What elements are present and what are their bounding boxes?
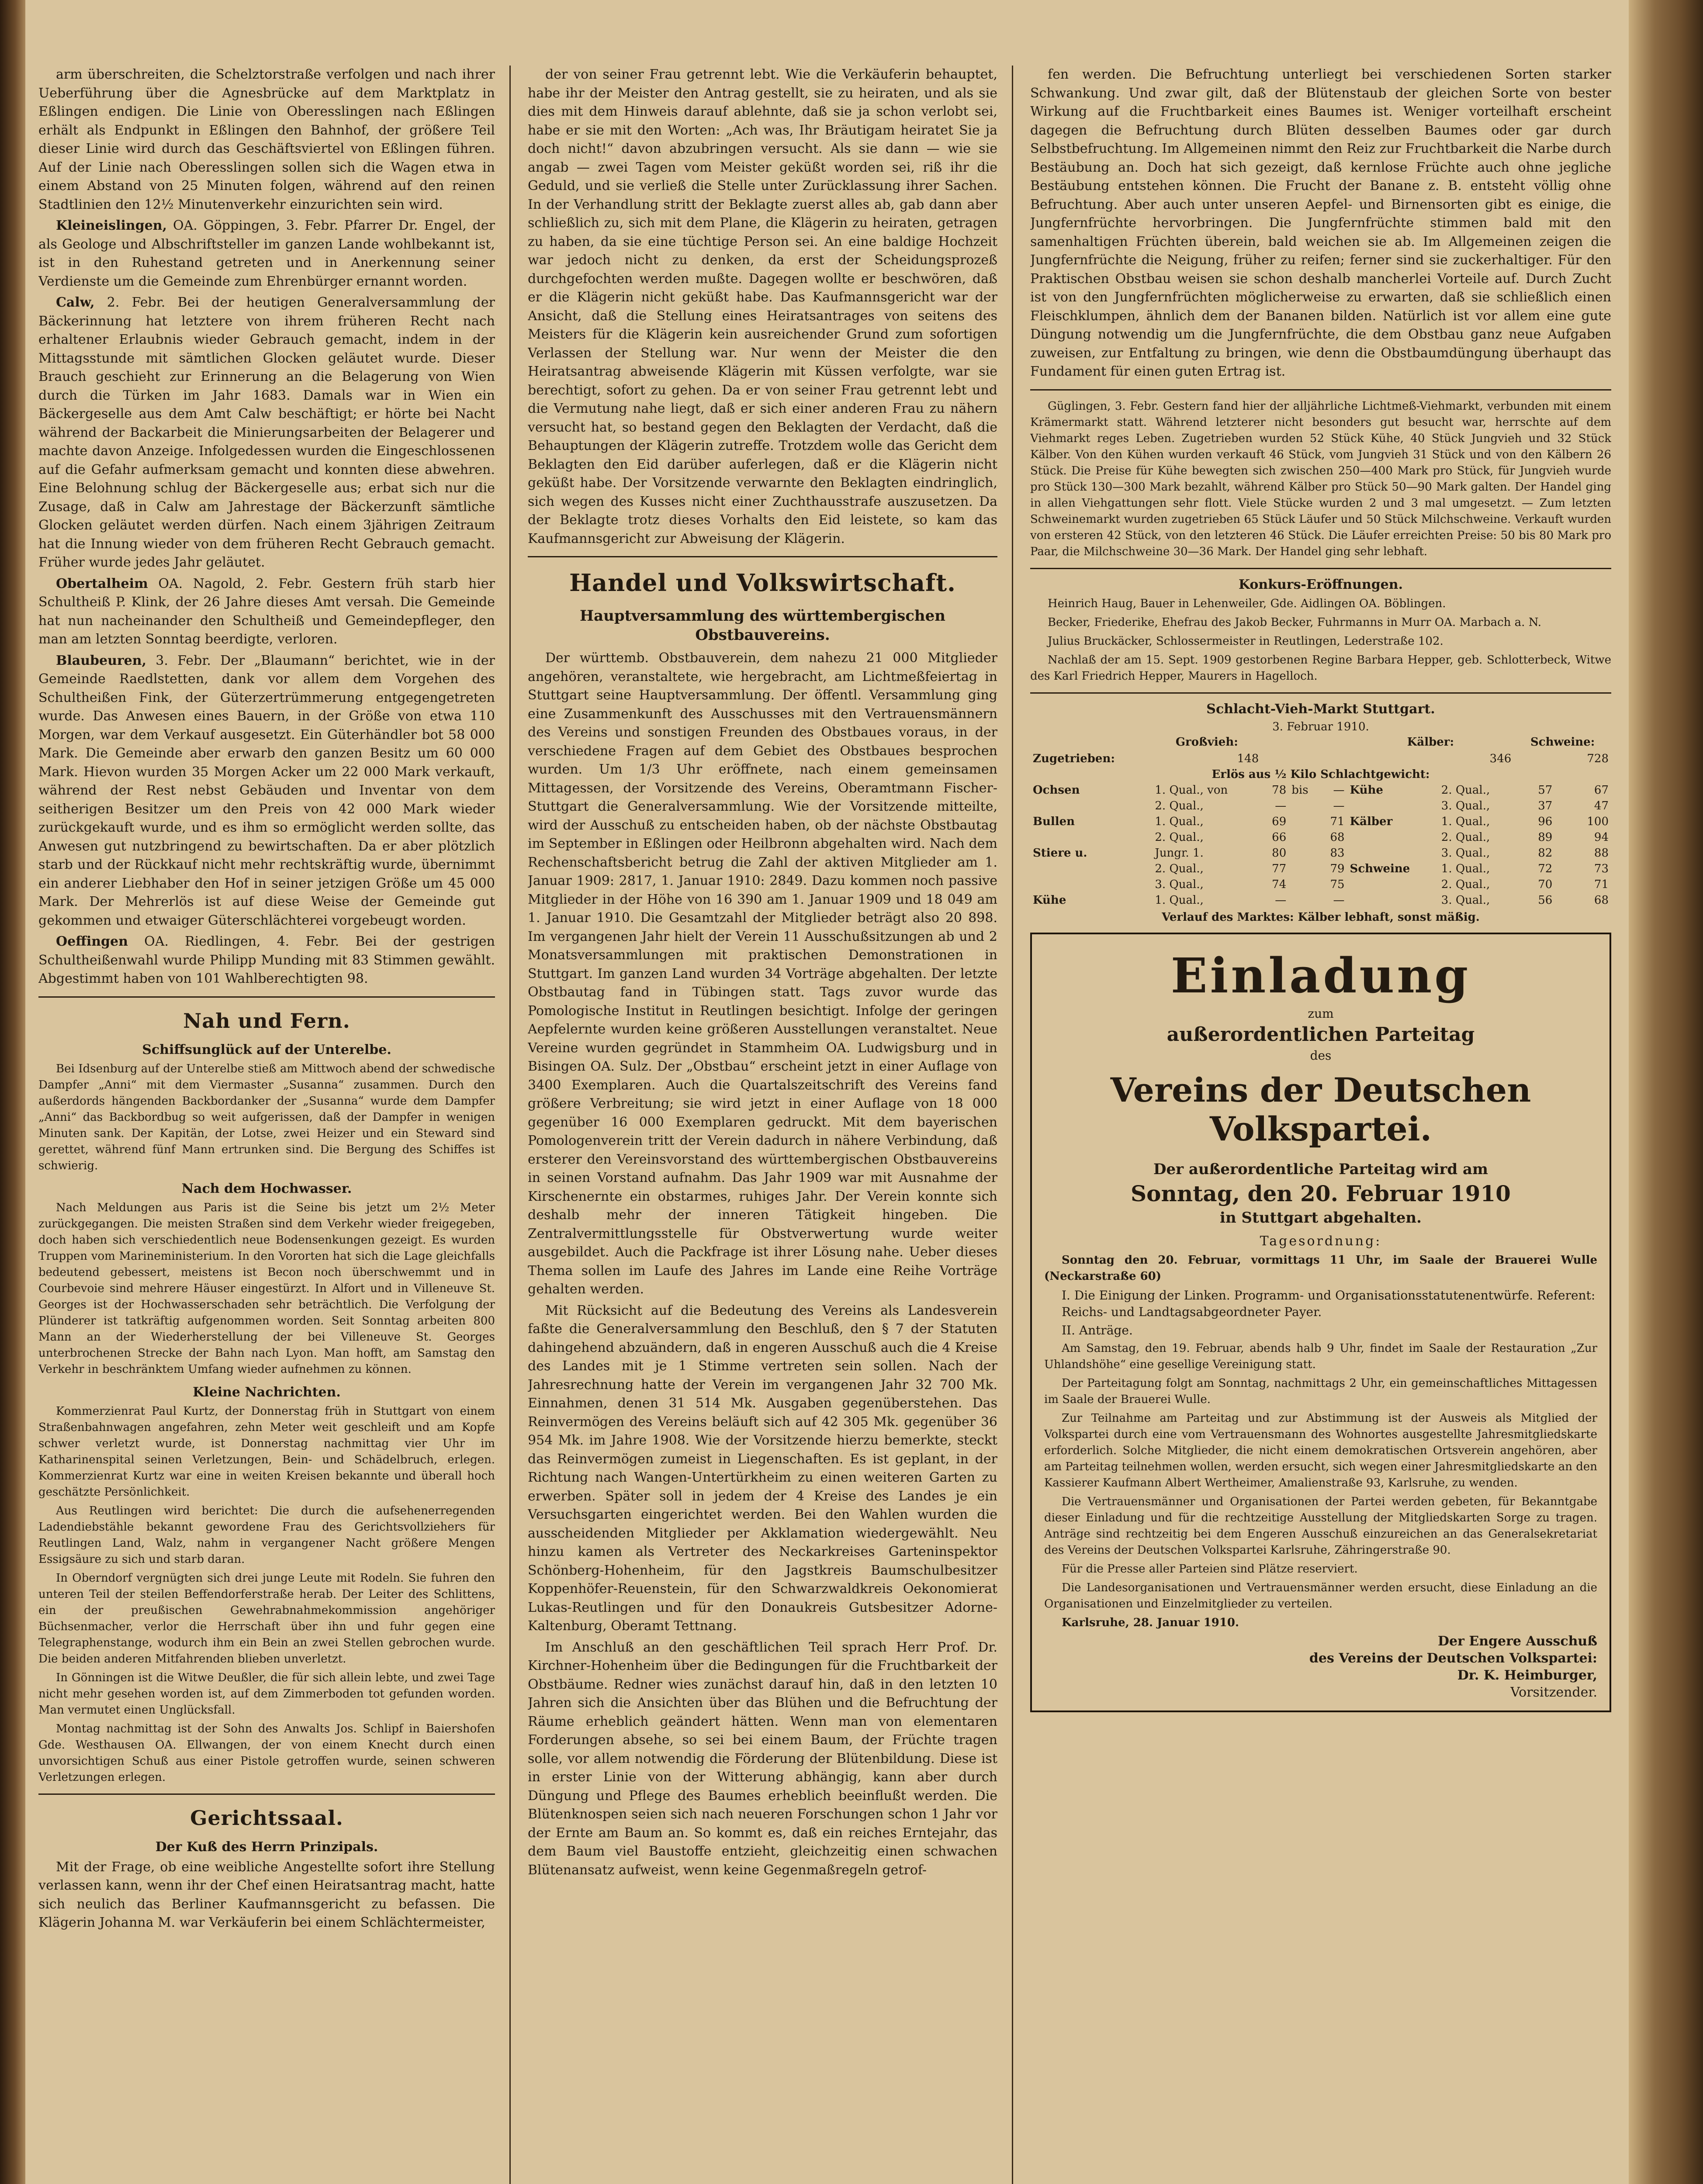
market-cell: 3. Qual., [1155, 878, 1204, 891]
market-cell: 69 [1272, 815, 1287, 828]
market-cell: 57 [1538, 783, 1553, 797]
market-cell: 82 [1538, 846, 1553, 860]
article-continuation: fen werden. Die Befruchtung unterliegt bei verschiedenen Sorten starker Schwankung. Und zwar gilt, daß der Blütenstaub der gleichen Sorte von bester Wirkung auf die Fruchtbarkeit eines Baumes ist. Weniger vorteilhaft erscheint dagegen die Befruchtung durch Blüten desselben Baumes oder gar durch Selbstbefruchtung. Im Allgemeinen nimmt den Reiz zur Fruchtbarkeit die Narbe durch Bestäubung an. Doch hat sich gezeigt, daß kernlose Früchte auch ohne jegliche Bestäubung entstehen können. Die Frucht der Banane z. B. entsteht völlig ohne Befruchtung. Aber auch unter unseren Aepfel- und Birnensorten gibt es einige, die Jungfernfrüchte hervorbringen. Die Jungfernfrüchte stimmen bald mit den samenhaltigen Früchten überein, bald weichen sie ab. Im Allgemeinen zeigen die Jungfernfrüchte die Neigung, früher zu reifen; ferner sind sie zuckerhaltiger. Für den Praktischen Obstbau weisen sie schon deshalb mancherlei Vorteile auf. Durch Zucht ist von den Jungfernfrüchten möglicherweise zu erwarten, daß sie schließlich einen Fleischklumpen, ähnlich dem der Bananen bilden. Natürlich ist vor allem eine gute Düngung notwendig um die Jungfernfrüchte, die dem Obstbau ganz neue Aufgaben zuweisen, zur Entfaltung zu bringen, wie denn die Obstbaumdüngung überhaupt das Fundament für einen guten Ertrag ist. [1030, 67, 1611, 379]
market-cell: 75 [1330, 878, 1345, 891]
column-3 [1030, 66, 1611, 2184]
market-cell: 71 [1594, 878, 1609, 891]
ad-paragraph: Die Vertrauensmänner und Organisationen der Partei werden gebeten, für Bekanntgabe dieser Einladung und für die rechtzeitige Ausstellung der Mitgliedskarten Sorge zu tragen. Anträge sind rechtzeitig bei dem Engeren Ausschuß einzureichen an das Generalsekretariat des Vereins der Deutschen Volkspartei Karlsruhe, Zähringerstraße 90. [1044, 1495, 1597, 1557]
article-continuation: arm überschreiten, die Schelztorstraße verfolgen und nach ihrer Ueberführung über die Agnesbrücke auf dem Marktplatz in Eßlingen endigen. Die Linie von Oberesslingen nach Eßlingen erhält als Endpunkt in Eßlingen den Bahnhof, der größere Teil dieser Linie wird durch das Geschäftsviertel von Eßlingen führen. Auf der Linie nach Oberesslingen sollen sich die Wagen etwa in einem Abstand von 25 Minuten folgen, während auf den reinen Stadtlinien den 12½ Minutenverkehr einzurichten sein wird. [38, 67, 495, 212]
section-title-handel: Handel und Volkswirtschaft. [569, 569, 956, 597]
ad-des: des [1310, 1048, 1332, 1063]
market-cell: — [1275, 893, 1287, 907]
market-cell: 2. Qual., [1441, 783, 1490, 797]
market-cell: 2. Qual., [1155, 799, 1204, 812]
market-cell: — [1333, 893, 1345, 907]
erloes-label: Erlös aus ½ Kilo Schlachtgewicht: [1211, 767, 1430, 781]
section-title-nah-und-fern: Nah und Fern. [183, 1009, 350, 1033]
market-row [1030, 829, 1611, 845]
article-schiffsunglueck: Bei Idsenburg auf der Unterelbe stieß am Mittwoch abend der schwedische Dampfer „Anni“ mit dem Viermaster „Susanna“ zusammen. Durch den außerdords hängenden Backbordanker der „Susanna“ wurde dem Dampfer „Anni“ das Backbordbug so weit aufgerissen, daß der Dampfer in wenigen Minuten sank. Der Kapitän, der Lotse, zwei Heizer und ein Steward sind gerettet, während fünf Mann ertrunken sind. Die Bergung des Schiffes ist schwierig. [38, 1062, 495, 1172]
divider [38, 1794, 495, 1795]
market-cell [1030, 798, 1152, 814]
market-cell: 70 [1538, 878, 1553, 891]
header-cell: Schweine: [1530, 735, 1595, 749]
headline-kleine-nachrichten: Kleine Nachrichten. [193, 1384, 341, 1400]
article-kuss: Mit der Frage, ob eine weibliche Angestellte sofort ihre Stellung verlassen kann, wenn ihr der Chef einen Heiratsantrag macht, hatte sich neulich das Berliner Kaufmannsgericht zu befassen. Die Klägerin Johanna M. war Verkäuferin bei einem Schlächtermeister, [38, 1859, 495, 1930]
news-item: Montag nachmittag ist der Sohn des Anwalts Jos. Schlipf in Baiershofen Gde. Westhausen OA. Ellwangen, der von einem Knecht durch einen unvorsichtigen Schuß aus einer Pistole getroffen wurde, seinen schweren Verletzungen erlegen. [38, 1722, 495, 1784]
article-paragraph: Mit Rücksicht auf die Bedeutung des Vereins als Landesverein faßte die Generalversammlung den Beschluß, den § 7 der Statuten dahingehend abzuändern, daß in engeren Ausschuß auch die 4 Kreise des Landes mit je 1 Stimme vertreten sein sollen. Nach der Jahresrechnung hatte der Verein im vergangenen Jahr 32 700 Mk. Einnahmen, denen 31 514 Mk. Ausgaben gegenüberstehen. Das Reinvermögen des Vereins beläuft sich auf 42 305 Mk. gegenüber 36 954 Mk. im Jahre 1908. Wie der Vorsitzende hierzu bemerkte, steckt das Reinvermögen zumeist in Liegenschaften. Es ist geplant, in der Richtung nach Wangen-Untertürkheim zu einen weiteren Garten zu erwerben. Später soll in jedem der 4 Kreise des Landes je ein Versuchsgarten eingerichtet werden. Bei den Wahlen wurden die ausscheidenden Mitglieder per Akklamation wiedergewählt. Neu hinzu kamen als Vertreter des Neckarkreises Garteninspektor Schönberg-Hohenheim, für den Jagstkreis Baumschulbesitzer Koppenhöfer-Reuenstein, für den Schwarzwaldkreis Oekonomierat Lukas-Reutlingen und für den Donaukreis Gutsbesitzer Adorne-Kaltenburg, Oberamt Tettnang. [528, 1303, 997, 1634]
news-item: In Oberndorf vergnügten sich drei junge Leute mit Rodeln. Sie fuhren den unteren Teil der steilen Beffendorferstraße herab. Der Leiter des Schlittens, ein der preußischen Gewehrabnahmekommission angehöriger Büchsenmacher, verlor die Herrschaft über ihn und fuhr gegen eine Telegraphenstange, wodurch ihm ein Bein an zwei Stellen gebrochen wurde. Die beiden anderen Mitfahrenden blieben unverletzt. [38, 1571, 495, 1666]
market-cell [1347, 877, 1439, 892]
market-cell: 80 [1272, 846, 1287, 860]
market-cell: 66 [1272, 830, 1287, 844]
market-row [1030, 877, 1611, 892]
market-cell [1289, 814, 1319, 829]
article-paragraph: Der württemb. Obstbauverein, dem nahezu 21 000 Mitglieder angehören, veranstaltete, wie hergebracht, am Lichtmeßfeiertag in Stuttgart seine Hauptversammlung. Der öffentl. Versammlung ging eine Zusammenkunft des Ausschusses mit den Vertrauensmännern des Vereins und sonstigen Freunden des Obstbaues voraus, in der verschiedene Fragen auf dem Gebiet des Obstbaues besprochen wurden. Um 1/3 Uhr eröffnete, nach einem gemeinsamen Mittagessen, der Vorsitzende des Vereins, Oberamtmann Fischer-Stuttgart die Generalversammlung. Wie der Vorsitzende mitteilte, wird der Ausschuß zu entscheiden haben, ob der nächste Obstbautag im September in Eßlingen oder Heilbronn abgehalten wird. Nach dem Rechenschaftsbericht betrug die Zahl der aktiven Mitglieder am 1. Januar 1909: 2817, 1. Januar 1910: 2849. Dazu kommen noch passive Mitglieder in der Höhe von 16 390 am 1. Januar 1909 und 18 049 am 1. Januar 1910. Die Gesamtzahl der Mitglieder beträgt also 20 898. Im vergangenen Jahr hielt der Verein 11 Ausschußsitzungen ab und 2 Monatsversammlungen mit praktischen Demonstrationen in Stuttgart. Im ganzen Land wurden 34 Vorträge abgehalten. Der letzte Obstbautag fand in Tübingen statt. Tags zuvor wurde das Pomologische Institut in Reutlingen besichtigt. Infolge der geringen Aepfelernte wurden keine größeren Ausstellungen veranstaltet. Neue Vereine wurden gegründet in Stammheim OA. Ludwigsburg und in Bisingen OA. Sulz. Der „Obstbau“ erscheint jetzt in einer Auflage von 3400 Exemplaren. Auch die Quartalszeitschrift des Vereins fand größere Verbreitung; sie wird jetzt in einer Auflage von 18 000 gegenüber 16 000 Exemplaren gedruckt. Mit dem bayerischen Pomologenverein tritt der Verein dadurch in nähere Verbindung, daß ersterer den Vereinsvorstand des württembergischen Obstbauvereins in seinen Vorstand aufnahm. Das Jahr 1909 war mit Ausnahme der Kirschenernte ein obstarmes, ruhiges Jahr. Der Verein konnte sich deshalb mehr der inneren Tätigkeit hingeben. Die Zentralvermittlungsstelle für Obstverwertung wurde weiter ausgebildet. Auch die Packfrage ist ihrer Lösung nahe. Ueber dieses Thema sollen im Laufe des Jahres im Lande eine Reihe Vorträge gehalten werden. [528, 650, 997, 1297]
market-cell [1289, 877, 1319, 892]
market-cell [1030, 829, 1152, 845]
ad-paragraph: Zur Teilnahme am Parteitag und zur Abstimmung ist der Ausweis als Mitglied der Volkspartei durch eine vom Vertrauensmann des Wohnortes ausgestellte Jahresmitgliedskarte erforderlich. Solche Mitglieder, die nicht einem demokratischen Ortsverein angehören, aber am Parteitag teilnehmen wollen, werden ersucht, sich wegen einer Jahresmitgliedskarte an den Kassierer Kaufmann Albert Wertheimer, Amalienstraße 93, Karlsruhe, zu wenden. [1044, 1411, 1597, 1489]
news-item: Aus Reutlingen wird berichtet: Die durch die aufsehenerregenden Ladendiebstähle bekannt gewordene Frau des Gerichtsvollziehers für Reutlingen Land, Walz, nahm in vergangener Nacht größere Mengen Essigsäure zu sich und starb daran. [38, 1504, 495, 1566]
market-cell: 96 [1538, 815, 1553, 828]
divider [1030, 389, 1611, 390]
page-edge-stack [1629, 0, 1703, 2184]
market-cell: 100 [1587, 815, 1609, 828]
article-kuss-continued: der von seiner Frau getrennt lebt. Wie die Verkäuferin behauptet, habe ihr der Meister den Antrag gestellt, sie zu heiraten, und als sie dies mit dem Hinweis darauf ablehnte, daß sie ja schon verlobt sei, habe er sie mit den Worten: „Ach was, Ihr Bräutigam heiratet Sie ja doch nicht!“ davon abzubringen versucht. Als sie dann — wie sie angab — zwei Tagen vom Meister geküßt worden sei, riß ihr die Geduld, und sie verließ die Stelle unter Zurücklassung ihrer Sachen. In der Verhandlung stritt der Beklagte zuerst alles ab, gab dann aber schließlich zu, sich mit dem Plane, die Klägerin zu heiraten, getragen zu haben, da sie eine tüchtige Person sei. An eine baldige Hochzeit war jedoch nicht zu denken, da erst der Scheidungsprozeß durchgefochten werden mußte. Dagegen wollte er beschwören, daß er die Klägerin nicht geküßt habe. Das Kaufmannsgericht war der Ansicht, daß die Stellung eines Heiratsantrages von seitens des Meisters für die Klägerin kein ausreichender Grund zum sofortigen Verlassen der Stellung war. Nur wenn der Meister die den Heiratsantrag abweisende Klägerin mit Küssen verfolgte, war sie berechtigt, sofort zu gehen. Da er von seiner Frau getrennt lebt und die Vermutung nahe liegt, daß er sich einer anderen Frau zu nähern versucht hat, so bestand gegen den Beklagten der Verdacht, daß die Behauptungen der Klägerin zutreffe. Trotzdem wolle das Gericht dem Beklagten den Eid darüber auferlegen, daß er die Klägerin nicht geküßt habe. Der Vorsitzende verwarnte den Beklagten eindringlich, sich wegen des Kusses nicht einer Zuchthausstrafe auszusetzen. Da der Beklagte trotz dieses Vorhalts den Eid leistete, so kam das Kaufmannsgericht zur Abweisung der Klägerin. [528, 67, 997, 546]
market-row [1030, 782, 1611, 798]
market-cell [1289, 845, 1319, 861]
market-cell: 68 [1594, 893, 1609, 907]
market-cell: — [1333, 783, 1345, 797]
ad-sunday: Sonntag den 20. Februar, vormittags 11 Uhr, im Saale der Brauerei Wulle (Neckarstraße 60) [1044, 1253, 1597, 1283]
market-cell [1030, 877, 1152, 892]
market-cell: Kühe [1350, 783, 1383, 797]
divider [1030, 692, 1611, 694]
market-cell: 2. Qual., [1441, 830, 1490, 844]
market-cell: 2. Qual., [1155, 830, 1204, 844]
market-cell: Ochsen [1033, 783, 1080, 797]
news-item: Kommerzienrat Paul Kurtz, der Donnerstag früh in Stuttgart von einem Straßenbahnwagen angefahren, zehn Meter weit geschleift und am Kopfe schwer verletzt wurde, ist Donnerstag nachmittag vier Uhr im Katharinenspital seinen Verletzungen, Bein- und Schädelbruch, erlegen. Kommerzienrat Kurtz war eine in weiten Kreisen bekannte und überall hoch geschätzte Persönlichkeit. [38, 1404, 495, 1499]
news-item: In Gönningen ist die Witwe Deußler, die für sich allein lebte, und zwei Tage nicht mehr gesehen worden ist, auf dem Zimmerboden tot gefunden worden. Man vermutet einen Unglücksfall. [38, 1671, 495, 1717]
market-row [1030, 861, 1611, 877]
konkurs-entry: Heinrich Haug, Bauer in Lehenweiler, Gde. Aidlingen OA. Böblingen. [1048, 597, 1446, 610]
header-cell: Großvieh: [1175, 735, 1238, 749]
market-cell: 88 [1594, 846, 1609, 860]
market-cell: 67 [1594, 783, 1609, 797]
article-hochwasser: Nach Meldungen aus Paris ist die Seine bis jetzt um 2½ Meter zurückgegangen. Die meisten Straßen sind dem Verkehr wieder freigegeben, doch haben sich verschiedentlich neue Bodensenkungen gezeigt. Es wurden Truppen vom Marineministerium. In den Vororten hat sich die Lage gleichfalls bedeutend gebessert, meistens ist Becon noch überschwemmt und in Courbevoie sind mehrere Häuser eingestürzt. In Alfort und in Villeneuve St. Georges ist der Hochwasserschaden sehr beträchtlich. Die Verfolgung der Plünderer ist tatkräftig aufgenommen worden. Seit Sonntag arbeiten 800 Mann an der Wiederherstellung der bei Villeneuve St. Georges unterbrochenen Strecke der Bahn nach Lyon. Man hofft, am Samstag den Verkehr in beschränktem Umfang wieder aufnehmen zu können. [38, 1201, 495, 1376]
column-rule [509, 66, 511, 2184]
supply-cell: 728 [1587, 752, 1609, 765]
market-cell [1347, 845, 1439, 861]
konkurs-entry: Becker, Friederike, Ehefrau des Jakob Becker, Fuhrmanns in Murr OA. Marbach a. N. [1048, 615, 1542, 629]
ad-date-line2: Sonntag, den 20. Februar 1910 [1131, 1180, 1511, 1206]
ad-zum: zum [1308, 1006, 1334, 1021]
market-cell: 2. Qual., [1441, 878, 1490, 891]
market-cell: 3. Qual., [1441, 846, 1490, 860]
market-row [1030, 814, 1611, 829]
market-cell: — [1275, 799, 1287, 812]
market-cell: 89 [1538, 830, 1553, 844]
market-cell: 3. Qual., [1441, 799, 1490, 812]
market-cell: 94 [1594, 830, 1609, 844]
market-cell: 68 [1330, 830, 1345, 844]
market-cell: 1. Qual., [1441, 815, 1490, 828]
market-cell: bis [1291, 783, 1308, 797]
article-kleineislingen [38, 217, 495, 291]
article-obertalheim [38, 575, 495, 649]
book-binding [0, 0, 25, 2184]
market-cell [1289, 798, 1319, 814]
ad-agenda-item: II. Anträge. [1062, 1323, 1133, 1337]
article-lead: Oeffingen [56, 934, 128, 949]
ad-signature: Vorsitzender. [1510, 1684, 1597, 1700]
row-label: Zugetrieben: [1033, 752, 1115, 765]
ad-agenda-item: I. Die Einigung der Linken. Programm- und Organisationsstatutenentwürfe. Referent: Reichs- und Landtagsabgeordneter Payer. [1062, 1288, 1596, 1319]
market-title: Schlacht-Vieh-Markt Stuttgart. [1206, 701, 1435, 717]
article-blaubeuren [38, 652, 495, 930]
advertisement-einladung [1030, 933, 1611, 1712]
market-cell [1347, 829, 1439, 845]
market-cell: 1. Qual., von [1155, 783, 1228, 797]
ad-signature: Dr. K. Heimburger, [1457, 1667, 1597, 1683]
ad-paragraph: Der Parteitagung folgt am Sonntag, nachmittags 2 Uhr, ein gemeinschaftliches Mittagessen im Saale der Brauerei Wulle. [1044, 1376, 1597, 1406]
market-cell [1289, 861, 1319, 877]
article-text: OA. Riedlingen, 4. Febr. Bei der gestrigen Schultheißenwahl wurde Philipp Munding mit 83 Stimmen gewählt. Abgestimmt haben von 101 Wahlberechtigten 98. [38, 934, 495, 986]
market-cell [1289, 829, 1319, 845]
market-cell: 77 [1272, 862, 1287, 875]
market-cell: Jungr. 1. [1155, 846, 1204, 860]
market-cell: 2. Qual., [1155, 862, 1204, 875]
headline-hochwasser: Nach dem Hochwasser. [181, 1181, 352, 1196]
ad-date-line3: in Stuttgart abgehalten. [1220, 1209, 1422, 1227]
divider [528, 556, 997, 557]
market-row [1030, 845, 1611, 861]
market-cell: Schweine [1350, 862, 1410, 875]
section-title-gerichtssaal: Gerichtssaal. [190, 1806, 343, 1830]
market-cell: 1. Qual., [1155, 815, 1204, 828]
market-cell: Stiere u. [1033, 846, 1087, 860]
newspaper-page [25, 0, 1629, 2184]
ad-line3: Vereins der Deutschen Volkspartei. [1110, 1070, 1531, 1148]
article-text: OA. Nagold, 2. Febr. Gestern früh starb hier Schultheiß P. Klink, der 26 Jahre dieses Amt versah. Die Gemeinde hat nun nacheinander den Schultheiß und Gemeindepfleger, den man am letzten Sonntag beerdigte, verloren. [38, 576, 495, 647]
column-2 [528, 66, 997, 2184]
market-cell: Bullen [1033, 815, 1075, 828]
market-row [1030, 892, 1611, 908]
divider [1030, 568, 1611, 569]
market-cell: 83 [1330, 846, 1345, 860]
ad-paragraph: Am Samstag, den 19. Februar, abends halb 9 Uhr, findet im Saale der Restauration „Zur Uhlandshöhe“ eine gesellige Vereinigung statt. [1044, 1341, 1597, 1371]
divider [38, 996, 495, 998]
market-table [1030, 733, 1611, 908]
supply-cell: 148 [1237, 752, 1259, 765]
market-cell: 74 [1272, 878, 1287, 891]
market-cell [1347, 892, 1439, 908]
headline-hauptversammlung: Hauptversammlung des württembergischen Obstbauvereins. [580, 607, 945, 644]
ad-tagesordnung: Tagesordnung: [1260, 1233, 1382, 1249]
market-cell: 78 [1272, 783, 1287, 797]
article-gueglingen: Güglingen, 3. Febr. Gestern fand hier der alljährliche Lichtmeß-Viehmarkt, verbunden mit einem Krämermarkt statt. Während letzterer nicht besonders gut besucht war, herrschte auf dem Viehmarkt reges Leben. Zugetrieben wurden 52 Stück Kühe, 40 Stück Jungvieh und 32 Stück Kälber. Von den Kühen wurden verkauft 46 Stück, vom Jungvieh 31 Stück und von den Kälbern 26 Stück. Die Preise für Kühe bewegten sich zwischen 250—400 Mark pro Stück, für Jungvieh wurde pro Stück 130—300 Mark bezahlt, während Kälber pro Stück 50—90 Mark galten. Der Handel ging in allen Viehgattungen sehr flott. Viele Stücke wurden 2 und 3 mal umgesetzt. — Zum letzten Schweinemarkt wurden zugetrieben 65 Stück Läufer und 50 Stück Milchschweine. Verkauft wurden von ersteren 42 Stück, von den letzteren 46 Stück. Die Läufer erreichten Preise: 50 bis 80 Mark pro Paar, die Milchschweine 30—36 Mark. Der Handel ging sehr lebhaft. [1030, 399, 1611, 558]
market-cell: Kälber [1350, 815, 1393, 828]
market-cell: 47 [1594, 799, 1609, 812]
ad-paragraph: Für die Presse aller Parteien sind Plätze reserviert. [1062, 1562, 1358, 1576]
market-cell: Kühe [1033, 893, 1066, 907]
ad-signature: des Vereins der Deutschen Volkspartei: [1309, 1650, 1597, 1666]
market-cell: 71 [1330, 815, 1345, 828]
market-header-row [1030, 733, 1611, 751]
market-row [1030, 798, 1611, 814]
article-lead: Kleineislingen, [56, 218, 167, 233]
market-cell [1347, 798, 1439, 814]
market-cell: — [1333, 799, 1345, 812]
headline-konkurs: Konkurs-Eröffnungen. [1238, 577, 1403, 592]
market-supply-row [1030, 751, 1611, 767]
ad-signature: Der Engere Ausschuß [1438, 1633, 1597, 1649]
ad-date-line1: Der außerordentliche Parteitag wird am [1153, 1160, 1488, 1178]
column-1 [38, 66, 495, 2184]
market-footer: Verlauf des Marktes: Kälber lebhaft, sonst mäßig. [1162, 910, 1480, 924]
market-cell: 3. Qual., [1441, 893, 1490, 907]
article-text: 2. Febr. Bei der heutigen Generalversammlung der Bäckerinnung hat letztere von ihrem früheren Recht nach erhaltener Erlaubnis wieder Gebrauch gemacht, indem in der Mittagsstunde mit sämtlichen Glocken geläutet wurde. Dieser Brauch geschieht zur Erinnerung an die Belagerung von Wien durch die Türken im Jahr 1683. Damals war in Wien ein Bäckergeselle aus dem Amt Calw beschäftigt; er hörte bei Nacht während der Backarbeit die Minierungsarbeiten der Belagerer und machte davon Anzeige. Infolgedessen wurden die Eingeschlossenen auf die Gefahr aufmerksam gemacht und konnten diese abwehren. Eine Belohnung schlug der Bäckergeselle aus; erbat sich nur die Zusage, daß in Calw am Jahrestage der Bäckerzunft sämtliche Glocken geläutet werden dürfen. Nach einem 3jährigen Zeitraum hat die Innung wieder von dem früheren Recht Gebrauch gemacht. Früher wurde jedes Jahr geläutet. [38, 295, 495, 570]
article-lead: Obertalheim [56, 576, 148, 591]
market-cell: 72 [1538, 862, 1553, 875]
market-cell: 1. Qual., [1155, 893, 1204, 907]
konkurs-entry: Julius Bruckäcker, Schlossermeister in Reutlingen, Lederstraße 102. [1048, 634, 1443, 648]
headline-schiffsunglueck: Schiffsunglück auf der Unterelbe. [142, 1042, 391, 1057]
supply-cell: 346 [1489, 752, 1512, 765]
article-text: OA. Göppingen, 3. Febr. Pfarrer Dr. Engel, der als Geologe und Albschriftsteller im ganzen Lande wohlbekannt ist, ist in den Ruhestand getreten und in Anerkennung seiner Verdienste um die Gemeinde zum Ehrenbürger ernannt worden. [38, 218, 495, 289]
market-cell [1289, 892, 1319, 908]
article-text: 3. Febr. Der „Blaumann“ berichtet, wie in der Gemeinde Raedlstetten, dank vor allem dem Vorgehen des Schultheißen Fink, der Güterzertrümmerung entgegengetreten wurde. Das Anwesen eines Bauern, in der Größe von etwa 110 Morgen, war dem Verkauf ausgesetzt. Ein Güterhändler bot 58 000 Mark. Die Gemeinde aber erwarb den ganzen Besitz um 60 000 Mark. Hievon wurden 35 Morgen Acker um 22 000 Mark verkauft, während der Rest nebst Gebäuden und Inventar von dem seitherigen Besitzer um den Preis von 42 000 Mark wieder zurückgekauft wurde, und es ihm so ermöglicht werden sollte, das Anwesen gut nutzbringend zu bewirtschaften. Da er aber plötzlich starb und der Rückkauf nicht mehr rechtskräftig wurde, übernimmt ein anderer Liebhaber den Hof in seiner jetzigen Größe um 45 000 Mark. Der Mehrerlös ist auf diese Weise der Gemeinde gut gekommen und etwaiger Güterschlächterei vorgebeugt worden. [38, 653, 495, 928]
market-cell [1030, 861, 1152, 877]
market-subheader-row [1030, 767, 1611, 782]
article-lead: Blaubeuren, [56, 653, 147, 668]
market-cell: 73 [1594, 862, 1609, 875]
ad-paragraph: Die Landesorganisationen und Vertrauensmänner werden ersucht, diese Einladung an die Organisationen und Einzelmitglieder zu verteilen. [1044, 1581, 1597, 1610]
market-date: 3. Februar 1910. [1272, 720, 1369, 733]
ad-place-date: Karlsruhe, 28. Januar 1910. [1062, 1616, 1239, 1629]
ad-title: Einladung [1170, 947, 1471, 1004]
ad-line2: außerordentlichen Parteitag [1166, 1023, 1475, 1046]
market-cell: 56 [1538, 893, 1553, 907]
headline-kuss: Der Kuß des Herrn Prinzipals. [155, 1839, 378, 1855]
column-rule [1012, 66, 1013, 2184]
market-cell: 37 [1538, 799, 1553, 812]
market-cell: 1. Qual., [1441, 862, 1490, 875]
article-calw [38, 294, 495, 572]
article-oeffingen [38, 933, 495, 988]
header-cell: Kälber: [1407, 735, 1454, 749]
konkurs-entry: Nachlaß der am 15. Sept. 1909 gestorbenen Regine Barbara Hepper, geb. Schlotterbeck, Witwe des Karl Friedrich Hepper, Maurers in Hagelloch. [1030, 653, 1611, 683]
article-paragraph: Im Anschluß an den geschäftlichen Teil sprach Herr Prof. Dr. Kirchner-Hohenheim über die Bedingungen für die Fruchtbarkeit der Obstbäume. Redner wies zunächst darauf hin, daß in den letzten 10 Jahren sich die Ansichten über das Blühen und die Befruchtung der Räume erheblich geändert hätten. Wenn man von elementaren Forderungen absehe, so sei bei einem Baum, der Früchte tragen solle, vor allem notwendig die Förderung der Blütenbildung. Diese ist in erster Linie von der Witterung abhängig, kann aber durch Düngung und Pflege des Baumes erheblich beeinflußt werden. Die Blütenknospen seien sich nach neueren Forschungen schon 1 Jahr vor der Ernte am Baum an. So kommt es, daß ein reiches Erntejahr, das dem Baum viel Baustoffe entzieht, gleichzeitig einen schwachen Blütenansatz aufweist, wenn keine Gegenmaßregeln getrof- [528, 1639, 997, 1878]
article-lead: Calw, [56, 295, 95, 310]
market-cell: 79 [1330, 862, 1345, 875]
